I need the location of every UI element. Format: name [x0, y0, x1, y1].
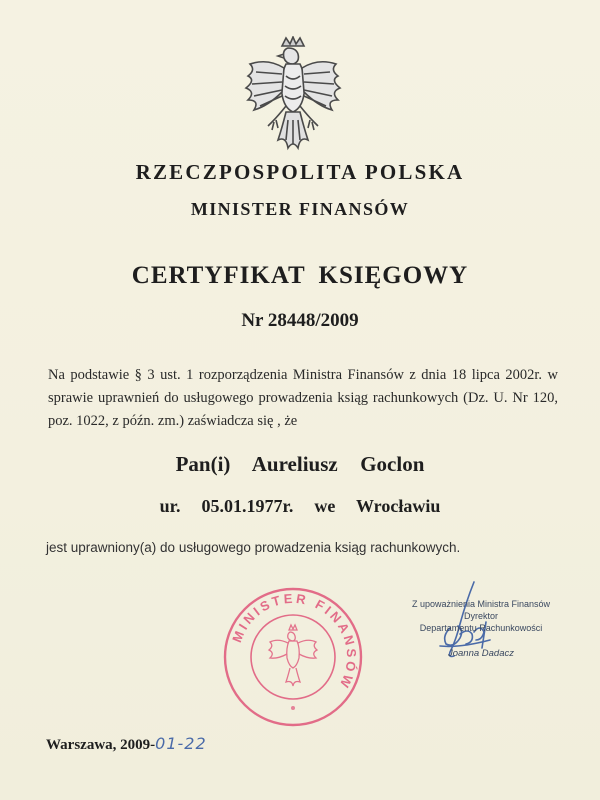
signatory-name: Joanna Dadacz: [447, 648, 515, 659]
polish-eagle-emblem-icon: [238, 36, 348, 156]
certificate-title: CERTYFIKAT KSIĘGOWY: [131, 262, 469, 289]
signature-title-line: Dyrektor: [463, 611, 498, 621]
ministry-heading: MINISTER FINANSÓW: [190, 199, 410, 219]
handwritten-date: 01-22: [155, 734, 207, 753]
certificate-number: Nr 28448/2009: [241, 310, 359, 331]
svg-text:MINISTER FINANSÓW: MINISTER FINANSÓW: [229, 590, 360, 693]
signature-department-line: Departamentu Rachunkowości: [419, 623, 543, 633]
ministry-stamp-icon: [222, 586, 364, 728]
printed-place-date: Warszawa, 2009-: [46, 737, 156, 753]
authorization-statement: jest uprawniony(a) do usługowego prowadzenia ksiąg rachunkowych.: [46, 540, 461, 555]
place-and-date: [46, 734, 207, 754]
signature-block: [396, 598, 566, 660]
holder-name: Pan(i) Aureliusz Goclon: [175, 452, 425, 476]
signature-authority-line: Z upoważnienia Ministra Finansów: [411, 599, 551, 609]
birth-info: ur. 05.01.1977r. we Wrocławiu: [159, 496, 441, 516]
country-heading: RZECZPOSPOLITA POLSKA: [135, 160, 465, 184]
legal-basis-paragraph: Na podstawie § 3 ust. 1 rozporządzenia Ministra Finansów z dnia 18 lipca 2002r. w sprawie uprawnień do usługowego prowadzenia ksiąg rachunkowych (Dz. U. Nr 120, poz. 1022, z późn. zm.) zaświadcza się , że: [48, 367, 558, 429]
